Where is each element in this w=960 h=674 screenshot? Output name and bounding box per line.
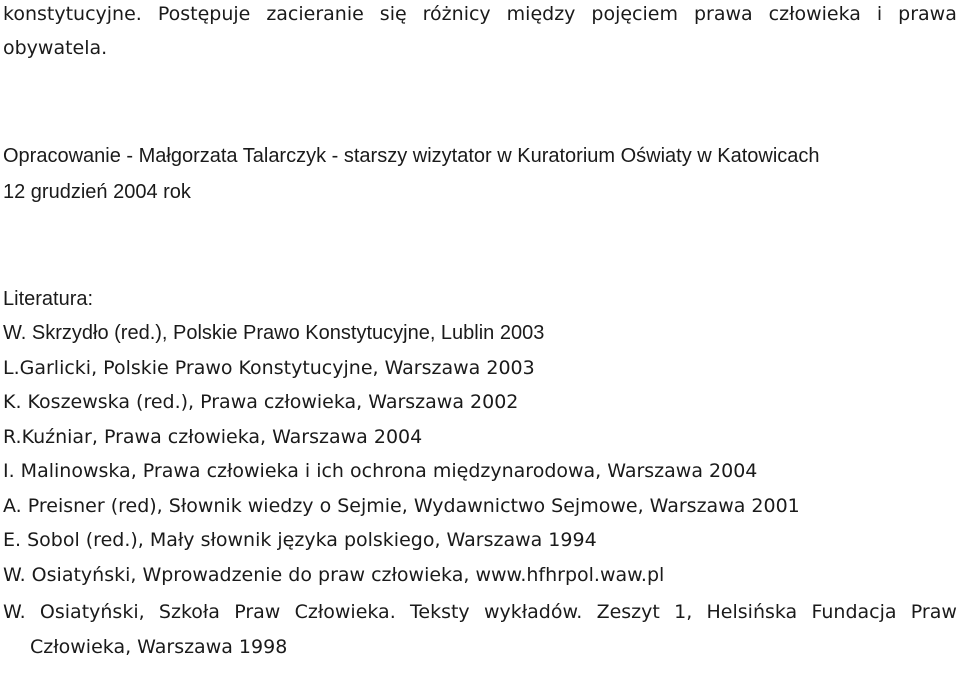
date-line: 12 grudzień 2004 rok	[3, 181, 191, 203]
literature-word: 1,	[674, 601, 693, 623]
literature-word: Teksty	[410, 601, 470, 623]
intro-word: prawa	[898, 3, 957, 25]
intro-word: pojęciem	[591, 3, 678, 25]
literature-word: Helsińska	[706, 601, 798, 623]
literature-word: W.	[3, 601, 26, 623]
intro-word: Postępuje	[157, 3, 251, 25]
literature-heading: Literatura:	[3, 288, 94, 310]
literature-item: W. Skrzydło (red.), Polskie Prawo Konstytucyjne, Lublin 2003	[3, 322, 545, 344]
literature-item: I. Malinowska, Prawa człowieka i ich ochrona międzynarodowa, Warszawa 2004	[3, 460, 758, 482]
literature-word: Człowieka.	[294, 601, 396, 623]
literature-word: Szkoła	[158, 601, 220, 623]
literature-word: Zeszyt	[596, 601, 660, 623]
literature-item: K. Koszewska (red.), Prawa człowieka, Warszawa 2002	[3, 391, 519, 413]
literature-item: R.Kuźniar, Prawa człowieka, Warszawa 2004	[3, 426, 423, 448]
literature-item-continuation: Człowieka, Warszawa 1998	[30, 636, 288, 658]
literature-word: Praw	[234, 601, 281, 623]
intro-word: się	[379, 3, 407, 25]
literature-item-last	[3, 600, 957, 624]
intro-word: konstytucyjne.	[3, 3, 142, 25]
author-credit: Opracowanie - Małgorzata Talarczyk - starszy wizytator w Kuratorium Oświaty w Katowicach	[3, 145, 820, 167]
intro-word: i	[876, 3, 883, 25]
intro-word: różnicy	[422, 3, 491, 25]
literature-item: A. Preisner (red), Słownik wiedzy o Sejmie, Wydawnictwo Sejmowe, Warszawa 2001	[3, 495, 800, 517]
literature-item: W. Osiatyński, Wprowadzenie do praw człowieka, www.hfhrpol.waw.pl	[3, 564, 665, 586]
literature-word: Praw	[910, 601, 957, 623]
intro-word: człowieka	[768, 3, 861, 25]
intro-word: zacieranie	[266, 3, 364, 25]
literature-word: Osiatyński,	[39, 601, 145, 623]
literature-word: Fundacja	[811, 601, 897, 623]
literature-word: wykładów.	[483, 601, 583, 623]
intro-word: między	[506, 3, 576, 25]
intro-line-2: obywatela.	[3, 37, 108, 59]
intro-word: prawa	[693, 3, 753, 25]
literature-item: L.Garlicki, Polskie Prawo Konstytucyjne, Warszawa 2003	[3, 357, 535, 379]
intro-line-1	[3, 2, 957, 26]
literature-item: E. Sobol (red.), Mały słownik języka polskiego, Warszawa 1994	[3, 529, 597, 551]
